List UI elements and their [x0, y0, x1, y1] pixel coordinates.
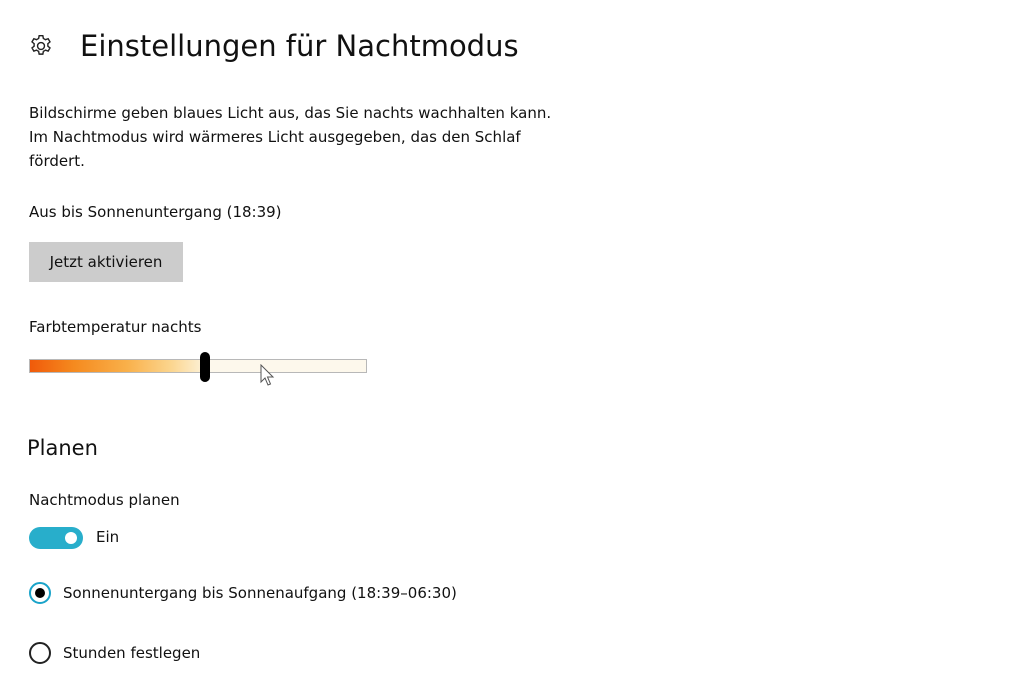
- color-temperature-slider-fill: [30, 360, 206, 372]
- schedule-toggle[interactable]: [29, 527, 83, 549]
- gear-icon: [28, 33, 54, 59]
- status-text: Aus bis Sonnenuntergang (18:39): [29, 203, 282, 221]
- radio-label-sunset-to-sunrise[interactable]: Sonnenuntergang bis Sonnenaufgang (18:39–06:30): [63, 584, 457, 602]
- mouse-pointer-icon: [260, 364, 278, 388]
- page-title: Einstellungen für Nachtmodus: [80, 29, 519, 63]
- radio-selected-dot: [35, 588, 45, 598]
- radio-label-set-hours[interactable]: Stunden festlegen: [63, 644, 201, 662]
- description-text: Bildschirme geben blaues Licht aus, das Sie nachts wachhalten kann. Im Nachtmodus wird wärmeres Licht ausgegeben, das den Schlaf fördert.: [29, 104, 552, 170]
- page-header: [28, 24, 519, 68]
- color-temperature-slider-track[interactable]: [29, 359, 367, 373]
- color-temperature-label: Farbtemperatur nachts: [29, 318, 202, 336]
- schedule-heading: Planen: [27, 436, 98, 460]
- color-temperature-slider-thumb[interactable]: [200, 352, 210, 382]
- toggle-state-label: Ein: [96, 528, 120, 546]
- radio-sunset-to-sunrise[interactable]: [29, 582, 51, 604]
- schedule-toggle-label: Nachtmodus planen: [29, 491, 180, 509]
- radio-set-hours[interactable]: [29, 642, 51, 664]
- activate-now-button[interactable]: Jetzt aktivieren: [29, 242, 183, 282]
- toggle-knob: [65, 532, 77, 544]
